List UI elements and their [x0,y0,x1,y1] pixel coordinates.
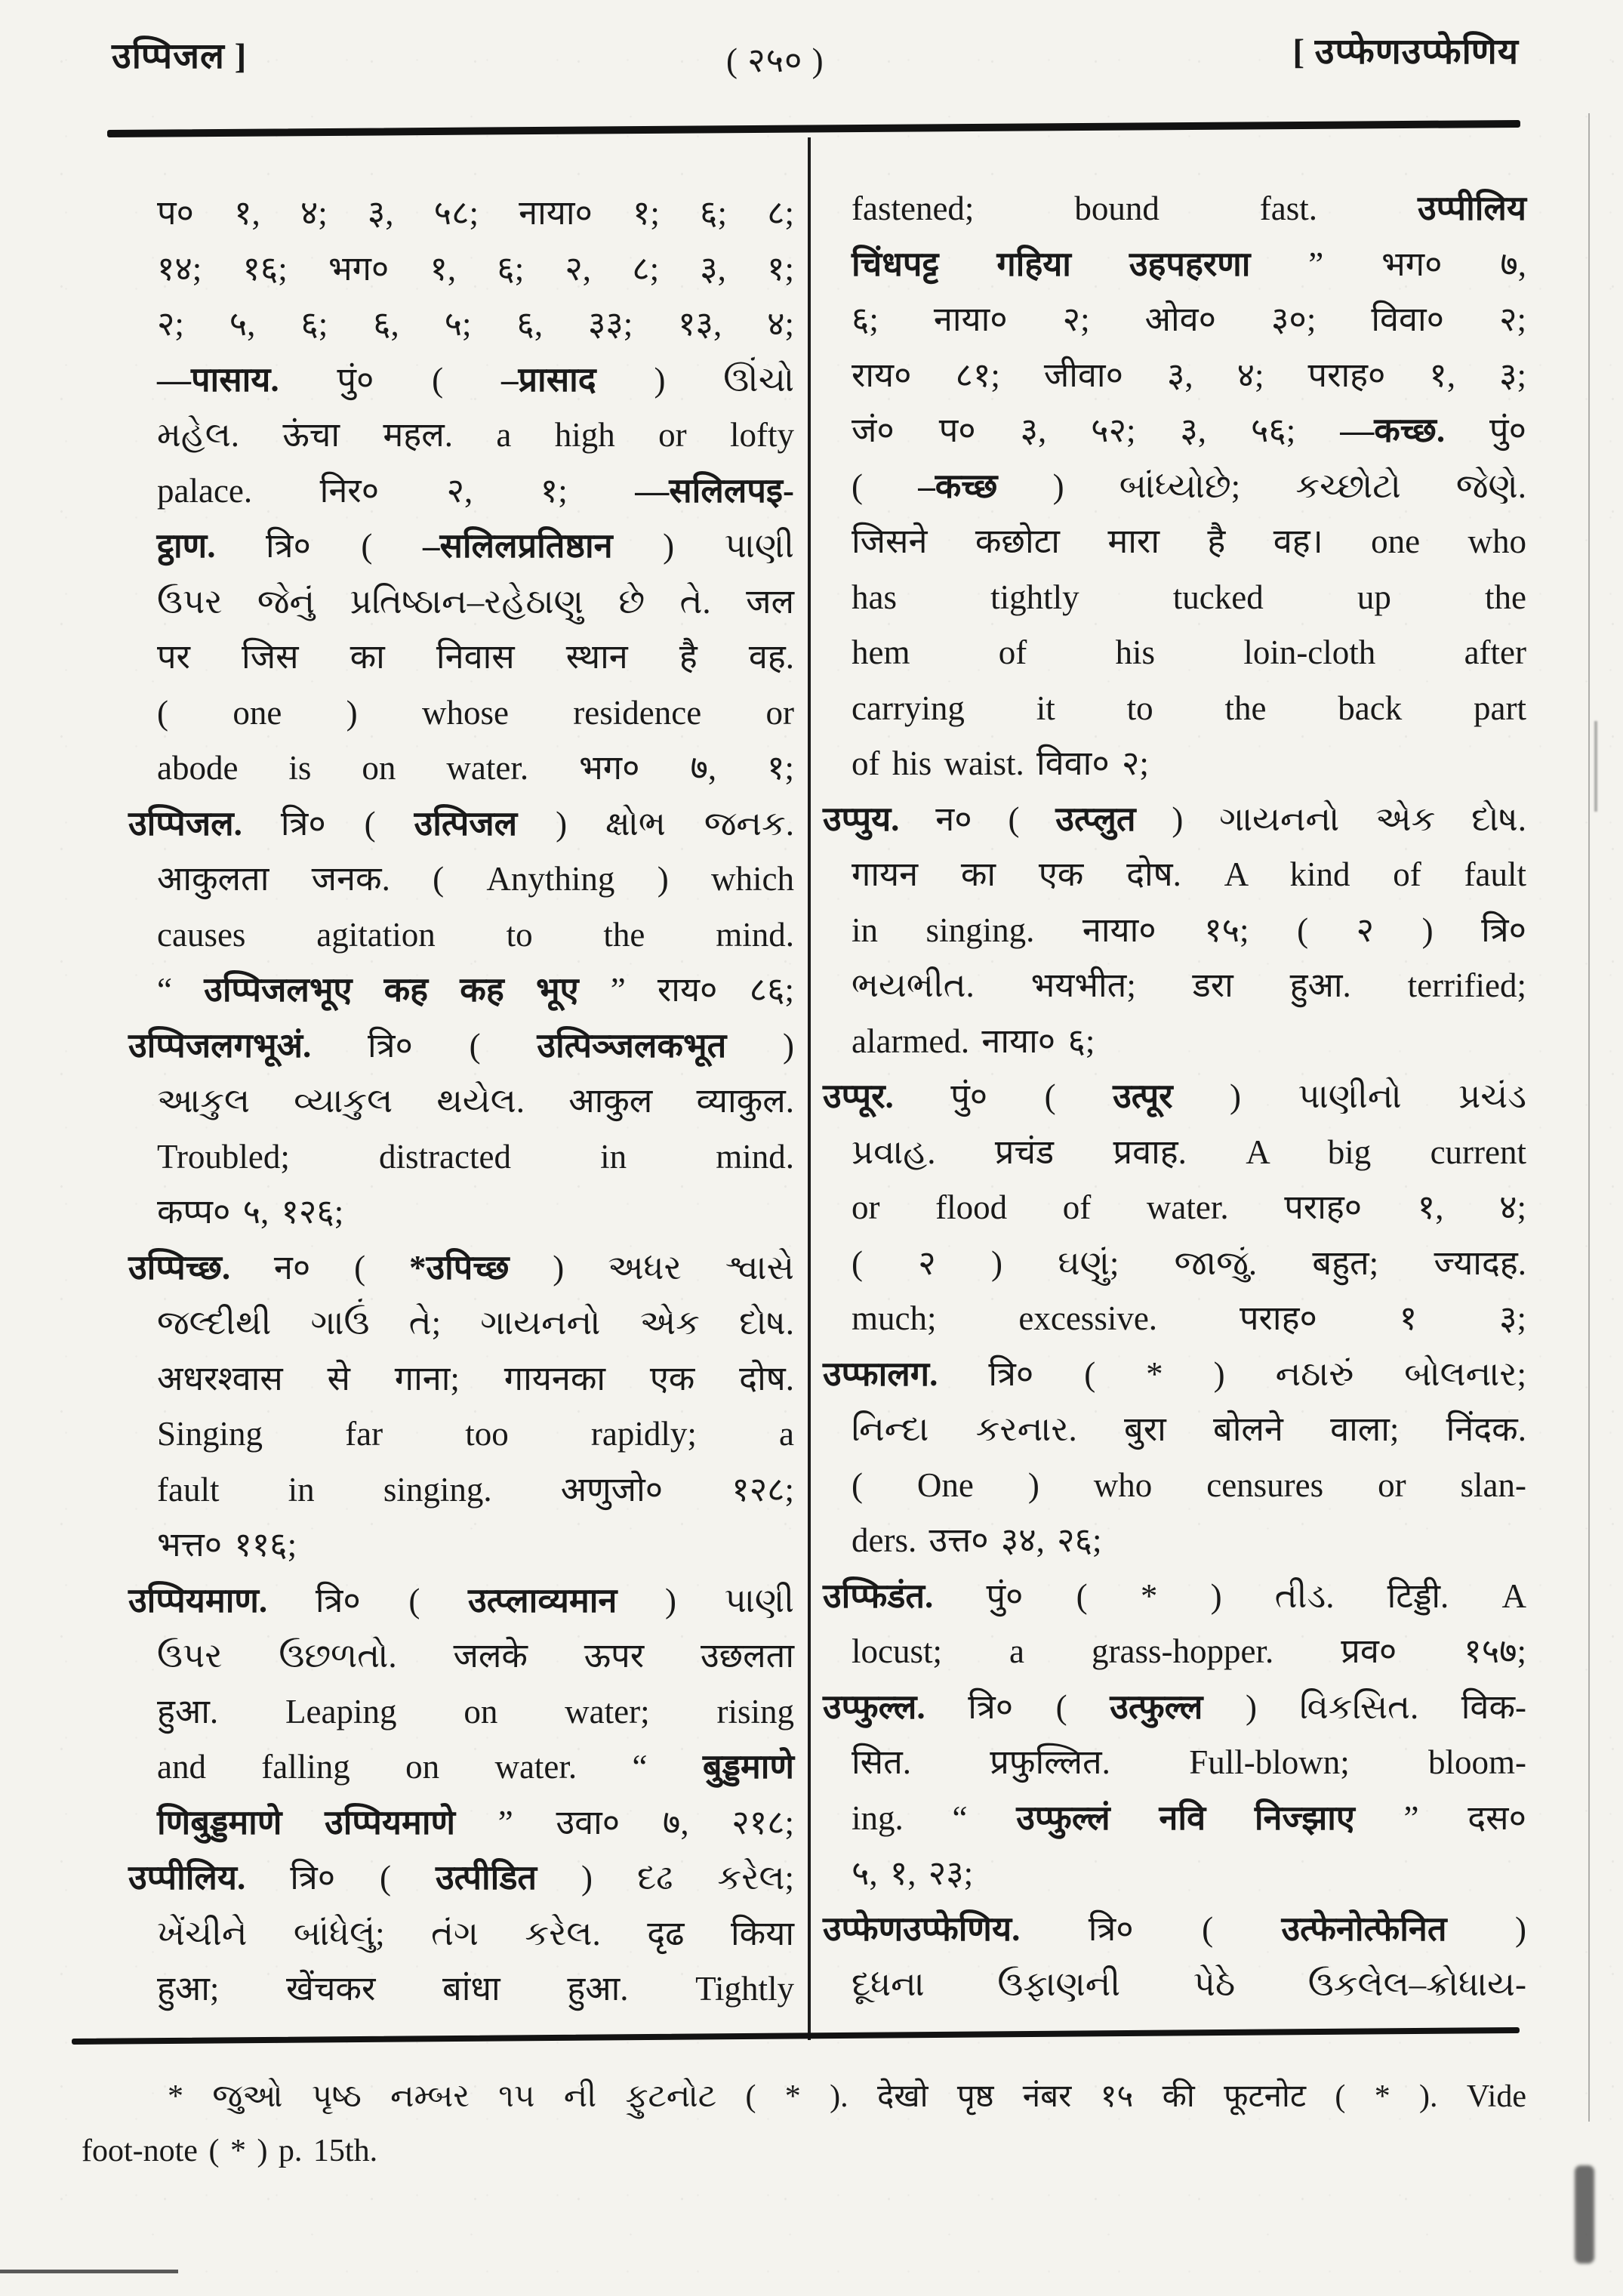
text-line: ५, १, २३; [852,1854,974,1892]
entry-headword-line: उप्पूर. पुं० ( उत्पूर ) પાણીનો પ્રચંડ [823,1077,1526,1115]
text-line: हुआ. Leaping on water; rising [157,1692,794,1730]
text-line: णिबुड्डमाणे उप्पियमाणे ” उवा० ७, २१८; [157,1803,795,1841]
entry-headword-line: उप्पीलिय. त्रि० ( उत्पीडित ) દઢ કરેલ; [128,1859,794,1897]
footnote-line: foot-note ( * ) p. 15th. [82,2134,378,2168]
text-line: આકુલ વ્યાકુલ થયેલ. आकुल व्याकुल. [157,1082,794,1120]
text-line: कप्प० ५, १२६; [157,1193,344,1231]
text-line: carrying it to the back part [852,689,1526,727]
entry-headword-line: उप्फिडंत. पुं० ( * ) તીડ. टिड्डी. A [823,1576,1526,1615]
right-column [823,181,1526,2013]
entry-headword-line: उप्पिच्छ. न० ( *उपिच्छ ) અધર શ્વાસે [128,1248,794,1287]
text-line: ખેંચીને બાંધેલું; તંગ કરેલ. दृढ किया [157,1914,794,1952]
footnote-rule [72,2027,1520,2045]
text-line: जं० प० ३, ५२; ३, ५६; —कच्छ. पुं० [852,411,1526,449]
text-line: भत्त० ११६; [157,1526,297,1564]
text-line: locust; a grass-hopper. प्रव० १५७; [852,1632,1526,1670]
text-line: પ્રવાહ. प्रचंड प्रवाह. A big current [852,1133,1526,1171]
text-line: ६; नाया० २; ओव० ३०; विवा० २; [852,300,1526,338]
text-line: अधरश्वास से गाना; गायनका एक दोष. [157,1359,794,1398]
entry-headword-line: उप्पिजल. त्रि० ( उत्पिजल ) ક્ષોભ જનક. [128,804,794,843]
entry-headword-line: उप्पुय. न० ( उत्प्लुत ) ગાયનનો એક દોષ. [823,800,1526,838]
text-line: २; ५, ६; ६, ५; ६, ३३; १३, ४; [157,305,794,343]
text-line: सित. प्रफुल्लित. Full-blown; bloom- [852,1743,1526,1781]
text-line: palace. निर० २, १; —सलिलपइ- [157,471,794,510]
entry-headword-line: उप्फुल्ल. त्रि० ( उत्फुल्ल ) વિકસિત. विक- [823,1687,1526,1726]
text-line: Troubled; distracted in mind. [157,1137,794,1176]
text-line: in singing. नाया० १५; ( २ ) त्रि० [852,911,1526,949]
column-divider-rule [808,137,811,2040]
text-line: causes agitation to the mind. [157,915,794,954]
text-line: ઉપર ઉછળતો. जलके ऊपर उछलता [157,1637,794,1675]
text-line: गायन का एक दोष. A kind of fault [852,855,1526,893]
running-head-left: उप्पिजल ] [112,37,248,76]
text-line: ( २ ) ઘણું; જાજું. बहुत; ज्यादह. [852,1244,1526,1282]
scan-edge-smudge [1575,2165,1594,2264]
text-line: आकुलता जनक. ( Anything ) which [157,860,794,898]
text-line: hem of his loin-cloth after [852,633,1526,671]
text-line: पर जिस का निवास स्थान है वह. [157,638,794,676]
text-line: ( One ) who censures or slan- [852,1465,1526,1504]
text-line: fault in singing. अणुजो० १२८; [157,1470,794,1509]
text-line: alarmed. नाया० ६; [852,1022,1095,1060]
text-line: ( –कच्छ ) બાંધ્યોછે; કચ્છોટો જેણે. [852,467,1526,505]
text-line: ing. “ उप्फुल्लं नवि निज्झाए ” दस० [852,1798,1526,1837]
text-line: નિન્દા કરનાર. बुरा बोलने वाला; निंदक. [852,1410,1526,1448]
text-line: ders. उत्त० ३४, २६; [852,1521,1102,1559]
text-line: जिसने कछोटा मारा है वह। one who [852,522,1526,560]
text-line: प० १, ४; ३, ५८; नाया० १; ६; ८; [157,194,794,232]
left-column [128,186,794,2017]
scan-edge-mark [1594,721,1597,812]
text-line: १४; १६; भग० १, ६; २, ८; ३, १; [157,249,794,288]
text-line: has tightly tucked up the [852,578,1526,616]
scan-edge-line [1588,113,1590,2122]
entry-headword-line: उप्पिजलगभूअं. त्रि० ( उत्पिञ्जलकभूत ) [128,1026,794,1065]
text-line: ( one ) whose residence or [157,693,794,732]
page-number: ( २५० ) [726,42,824,79]
text-line: ભયભીત. भयभीत; डरा हुआ. terrified; [852,966,1526,1004]
text-line: દૂધના ઉફાણની પેઠે ઉકલેલ–ક્રોધાય- [852,1965,1526,2003]
text-line: राय० ८१; जीवा० ३, ४; पराह० १, ३; [852,356,1526,394]
text-line: abode is on water. भग० ७, १; [157,749,794,787]
footnote-line: * જુઓ પૃષ્ઠ નમ્બર ૧૫ ની ફુટનોટ ( * ). देखो पृष्ठ नंबर १५ की फूटनोट ( * ). Vide [168,2079,1526,2114]
entry-headword-line: उप्फेणउप्फेणिय. त्रि० ( उत्फेनोत्फेनित ) [823,1909,1526,1948]
text-line: much; excessive. पराह० १ ३; [852,1299,1526,1337]
scan-bottom-artifact [0,2270,178,2273]
text-line: हुआ; खेंचकर बांधा हुआ. Tightly [157,1970,794,2008]
text-line: चिंधपट्ट गहिया उहपहरणा ” भग० ७, [852,245,1526,283]
text-line: જલ્દીથી ગાઉં તે; ગાયનનો એક દોષ. [157,1304,794,1342]
text-line: or flood of water. पराह० १, ४; [852,1188,1526,1226]
text-line: —पासाय. पुं० ( –प्रासाद ) ઊંચો [157,360,794,399]
text-line: fastened; bound fast. उप्पीलिय [852,190,1526,227]
text-line: and falling on water. “ बुड्डमाणे [157,1748,794,1786]
text-line: ट्ठाण. त्रि० ( –सलिलप्रतिष्ठान ) પાણી [157,527,794,565]
running-head-right: [ उप्फेणउप्फेणिय [1292,32,1519,72]
text-line: of his waist. विवा० २; [852,744,1149,782]
entry-headword-line: उप्पियमाण. त्रि० ( उत्प्लाव्यमान ) પાણી [128,1581,794,1620]
header-rule [107,120,1520,137]
entry-headword-line: उप्फालग. त्रि० ( * ) નઠારું બોલનાર; [823,1354,1526,1393]
text-line: મહેલ. ऊंचा महल. a high or lofty [157,416,794,454]
text-line: ઉપર જેનું પ્રતિષ્ઠાન–રહેઠાણુ છે તે. जल [157,582,794,621]
text-line: “ उप्पिजलभूए कह कह भूए ” राय० ८६; [157,971,794,1009]
text-line: Singing far too rapidly; a [157,1415,794,1453]
